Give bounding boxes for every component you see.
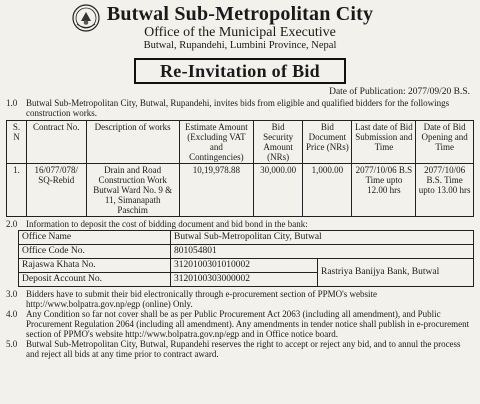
nepal-emblem-icon	[72, 4, 100, 32]
col-header: Estimate Amount (Excluding VAT and Contingencies)	[179, 121, 253, 164]
intro-paragraph	[6, 98, 474, 118]
note-text: Butwal Sub-Metropolitan City, Butwal, Rupandehi reserves the right to accept or reject any bid, and to annul the process and reject all bids at any time prior to contract award.	[26, 339, 461, 359]
account-value: Butwal Sub-Metropolitan City, Butwal	[171, 231, 474, 245]
section-number: 5.0	[6, 339, 18, 349]
bank-account-table	[18, 230, 474, 287]
section-number: 3.0	[6, 289, 18, 299]
table-row	[19, 245, 474, 259]
office-address: Butwal, Rupandehi, Lumbini Province, Nepal	[143, 40, 337, 51]
table-cell: 2077/10/06 B.S Time upto 12.00 hrs	[352, 164, 416, 217]
table-cell: Drain and Road Construction Work Butwal Ward No. 9 & 11, Simanapath Paschim	[86, 164, 179, 217]
deposit-paragraph	[6, 219, 474, 229]
publication-date: Date of Publication: 2077/09/20 B.S.	[329, 87, 470, 97]
table-cell: 30,000.00	[254, 164, 303, 217]
col-header: Description of works	[86, 121, 179, 164]
table-cell: 10,19,978.88	[179, 164, 253, 217]
col-header: Date of Bid Opening and Time	[416, 121, 474, 164]
section-number: 1.0	[6, 98, 18, 108]
note-paragraph	[6, 339, 474, 359]
account-label: Rajaswa Khata No.	[19, 259, 171, 273]
table-cell: 1.	[7, 164, 27, 217]
bid-table	[6, 120, 474, 217]
section-number: 2.0	[6, 219, 18, 229]
account-value: 3120100303000002	[171, 273, 318, 287]
note-paragraph	[6, 309, 474, 339]
table-cell: 16/077/078/ SQ-Rebid	[26, 164, 86, 217]
col-header: S. N	[7, 121, 27, 164]
notice-header	[6, 2, 474, 56]
bid-table-header	[7, 121, 474, 164]
col-header: Bid Document Price (NRs)	[303, 121, 352, 164]
account-label: Office Name	[19, 231, 171, 245]
col-header: Bid Security Amount (NRs)	[254, 121, 303, 164]
table-row	[19, 231, 474, 245]
table-row	[19, 259, 474, 273]
deposit-text: Information to deposit the cost of bidding document and bid bond in the bank:	[26, 219, 308, 229]
note-paragraph	[6, 289, 474, 309]
col-header: Contract No.	[26, 121, 86, 164]
col-header: Last date of Bid Submission and Time	[352, 121, 416, 164]
bank-name: Rastriya Banijya Bank, Butwal	[318, 259, 474, 287]
table-cell: 2077/10/06 B.S. Time upto 13.00 hrs	[416, 164, 474, 217]
note-text: Bidders have to submit their bid electronically through e-procurement section of PPMO's website http://www.bolpatra.gov.np/egp (online) Only.	[26, 289, 378, 309]
table-row	[7, 164, 474, 217]
note-text: Any Condition so far not cover shall be as per Public Procurement Act 2063 (including all amendment), and Public Procurement Regulation 2064 (including all amendment). Any amendments in tender notice shall publish in e-procurement section of PPMO's website http://www.bolpatra.gov.np/egp and in Office notice board.	[26, 309, 470, 339]
account-label: Office Code No.	[19, 245, 171, 259]
notice-banner: Re-Invitation of Bid	[134, 58, 346, 84]
table-cell: 1,000.00	[303, 164, 352, 217]
account-value: 3120100301010002	[171, 259, 318, 273]
section-number: 4.0	[6, 309, 18, 319]
org-name: Butwal Sub-Metropolitan City	[106, 3, 374, 25]
account-value: 801054801	[171, 245, 474, 259]
account-label: Deposit Account No.	[19, 273, 171, 287]
office-name: Office of the Municipal Executive	[144, 25, 336, 40]
intro-text: Butwal Sub-Metropolitan City, Butwal, Rupandehi, invites bids from eligible and qualified bidders for the followings construction works.	[26, 98, 450, 118]
